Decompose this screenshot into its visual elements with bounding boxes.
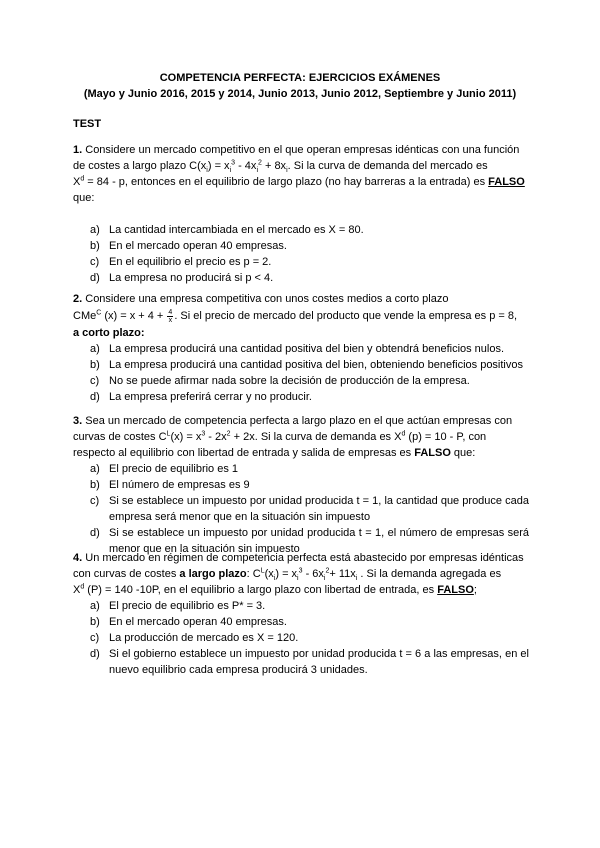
q3-line-3: respecto al equilibrio con libertad de entrada y salida de empresas es FALSO que: (73, 447, 476, 459)
q2-line-1: 2. Considere una empresa competitiva con unos costes medios a corto plazo (73, 293, 449, 305)
question-3 (73, 413, 529, 557)
falso-label: FALSO (414, 447, 451, 459)
option: d) La empresa no producirá si p < 4. (90, 272, 274, 284)
q2-number: 2. (73, 293, 83, 305)
q1-line-2: de costes a largo plazo $C(x_i) = x_i^3 - 4x_i^2 + 8x_i$. Si la curva de demanda del mercado es (73, 159, 488, 175)
falso-label: FALSO (488, 176, 525, 188)
q4-line-1: 4. Un mercado en régimen de competencia perfecta está abastecido por empresas idénticas (73, 552, 524, 564)
q1-options (73, 222, 529, 286)
option: b) En el mercado operan 40 empresas. (90, 240, 287, 252)
option: c) La producción de mercado es X = 120. (90, 632, 299, 644)
option: a) El precio de equilibrio es P* = 3. (90, 600, 266, 612)
q1-number: 1. (73, 144, 83, 156)
option: c) En el equilibrio el precio es p = 2. (90, 256, 272, 268)
q1-line-3: $X^d = 84 - p$, entonces en el equilibrio de largo plazo (no hay barreras a la entrada) es FALSO (73, 175, 525, 188)
q4-line-3: $X^d$ (P) = 140 -10P, en el equilibrio a largo plazo con libertad de entrada, es FALSO; (73, 583, 477, 596)
q2-line-2: CMe$^C$ (x) = x + 4 + $\frac{4}{x}$ . Si el precio de mercado del producto que vende la empresa es p = 8, (73, 308, 518, 324)
q1-line-1: 1. Considere un mercado competitivo en el que operan empresas idénticas con una función (73, 144, 520, 156)
question-4 (73, 550, 529, 678)
option: c) Si se establece un impuesto por unidad producida t = 1, la cantidad que produce cada empresa será menor que en la situación sin impuesto (90, 495, 529, 523)
option: c) No se puede afirmar nada sobre la decisión de producción de la empresa. (90, 375, 470, 387)
section-heading: TEST (73, 118, 102, 130)
q2-options (73, 341, 529, 405)
question-1 (73, 142, 529, 286)
option: b) El número de empresas es 9 (90, 479, 250, 491)
q4-options (73, 598, 529, 678)
document-title: COMPETENCIA PERFECTA: EJERCICIOS EXÁMENES (159, 72, 441, 84)
option: d) Si se establece un impuesto por unidad producida t = 1, el número de empresas será menor que en la situación sin impuesto (90, 527, 529, 555)
q4-number: 4. (73, 552, 83, 564)
option: a) La cantidad intercambiada en el mercado es X = 80. (90, 224, 364, 236)
falso-label: FALSO (437, 584, 474, 596)
question-2 (73, 291, 529, 405)
option: b) En el mercado operan 40 empresas. (90, 616, 287, 628)
q3-number: 3. (73, 415, 83, 427)
option: d) Si el gobierno establece un impuesto por unidad producida t = 6 a las empresas, en el nuevo equilibrio cada empresa producirá 3 unidades. (90, 648, 529, 676)
q2-line-3: a corto plazo: (73, 327, 145, 339)
fraction: $\frac{4}{x}$ (168, 308, 173, 324)
option: b) La empresa producirá una cantidad positiva del bien, obteniendo beneficios positivos (90, 359, 523, 371)
option: d) La empresa preferirá cerrar y no producir. (90, 391, 312, 403)
q3-line-2: curvas de costes $C^L(x) = x^3 - 2x^2 + 2x$. Si la curva de demanda es $X^d$ (p) = 10 - P, con (73, 430, 487, 443)
document-subtitle: (Mayo y Junio 2016, 2015 y 2014, Junio 2013, Junio 2012, Septiembre y Junio 2011) (83, 88, 517, 100)
option: a) El precio de equilibrio es 1 (90, 463, 239, 475)
q3-options (73, 461, 529, 557)
option: a) La empresa producirá una cantidad positiva del bien y obtendrá beneficios nulos. (90, 343, 505, 355)
q3-line-1: 3. Sea un mercado de competencia perfecta a largo plazo en el que actúan empresas con (73, 415, 513, 427)
q1-line-4: que: (73, 192, 95, 204)
q4-line-2: con curvas de costes a largo plazo: $C^L(x_i) = x_i^3 - 6x_i^2+ 11x_i$ . Si la demanda agregada es (73, 567, 502, 583)
